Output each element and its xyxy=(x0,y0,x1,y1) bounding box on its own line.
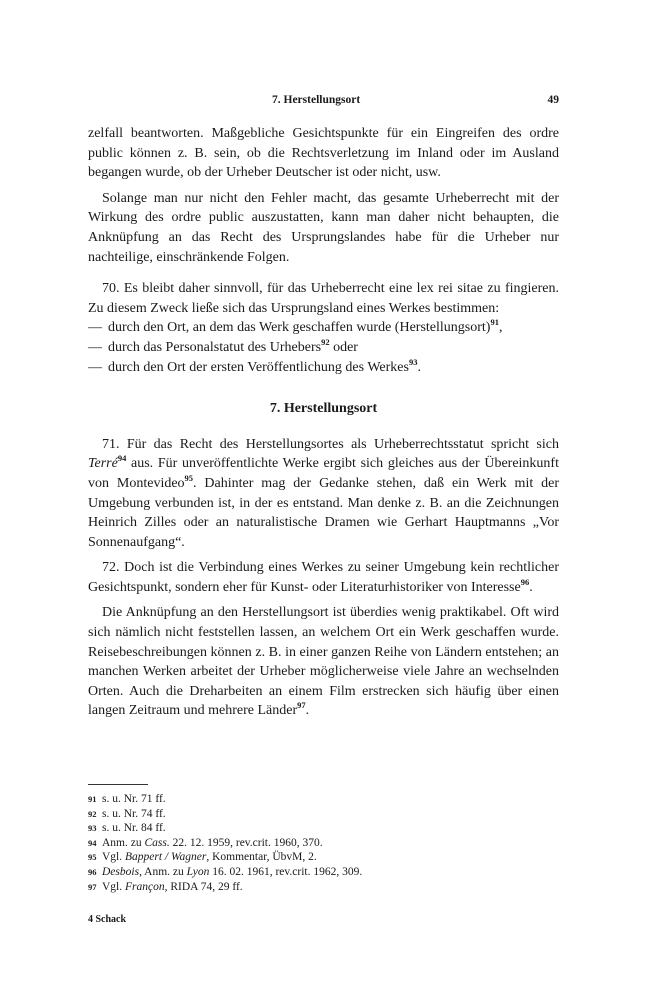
footnote-ref: 95 xyxy=(184,472,194,483)
footnote-ref: 97 xyxy=(297,700,306,711)
paragraph-72: 72. Doch ist die Verbindung eines Werkes zu seiner Umgebung kein rechtlicher Gesichtspunkt, sondern eher für Kunst- oder Literaturhistoriker von Interesse$^{96}$. xyxy=(88,560,559,595)
footnote-text: Vgl. Bappert / Wagner, Kommentar, ÜbvM, 2. xyxy=(102,851,317,864)
main-text xyxy=(88,124,559,721)
footnote xyxy=(88,865,559,880)
list-item: — durch den Ort, an dem das Werk geschaffen wurde (Herstellungsort)$^{91}$, xyxy=(88,318,559,338)
footnote-ref: 93 xyxy=(408,356,418,367)
footnote-text: Vgl. Françon, RIDA 74, 29 ff. xyxy=(102,880,243,893)
footnote-number: 96 xyxy=(88,866,97,877)
footnote-number: 97 xyxy=(88,881,97,892)
paragraph-anknuepfung: Die Anknüpfung an den Herstellungsort ist überdies wenig praktikabel. Oft wird sich nämlich nicht feststellen lassen, an welchem Ort ein Werk geschaffen wurde. Reisebeschreibungen können z. B. in einer ganzen Reihe von Ländern entstehen; an manchen Werken arbeitet der Urheber möglicherweise viele Jahre an wechselnden Orten. Auch die Dreharbeiten an einem Film erstrecken sich häufig über einen langen Zeitraum und mehrere Länder$^{97}$. xyxy=(88,605,559,719)
footnote xyxy=(88,821,559,836)
printer-signature: 4 Schack xyxy=(88,914,127,925)
author-name: Terré xyxy=(88,456,118,472)
footnote-divider xyxy=(88,784,148,785)
list-item: — durch den Ort der ersten Veröffentlichung des Werkes$^{93}$. xyxy=(88,358,559,378)
footnote-ref: 91 xyxy=(490,317,499,328)
footnote xyxy=(88,807,559,822)
footnote-ref: 92 xyxy=(321,336,330,347)
footnote xyxy=(88,850,559,865)
footnote xyxy=(88,880,559,895)
paragraph-continuation: zelfall beantworten. Maßgebliche Gesichtspunkte für ein Eingreifen des ordre public können z. B. sein, ob die Rechtsverletzung im Inland oder im Ausland begangen wurde, ob der Urheber Deutscher ist oder nicht, usw. xyxy=(88,126,559,181)
dash-marker: — xyxy=(88,359,102,375)
footnote-ref: 96 xyxy=(520,576,530,587)
footnote-number: 94 xyxy=(88,837,97,848)
dash-marker: — xyxy=(88,320,102,336)
footnote xyxy=(88,836,559,851)
running-header-title: 7. Herstellungsort xyxy=(272,94,361,106)
book-page xyxy=(88,0,559,985)
page-number: 49 xyxy=(547,94,559,106)
footnote-text: s. u. Nr. 84 ff. xyxy=(102,822,166,835)
paragraph-71: 71. Für das Recht des Herstellungsortes als Urheberrechtsstatut spricht sich Terré$^{94}$ aus. Für unveröffentlichte Werke ergibt sich gleiches aus der Übereinkunft von Montevideo$^{95}$. Dahinter mag der Gedanke stehen, daß ein Werk mit der Umgebung verbunden ist, in der es entstand. Man denke z. B. an die Zeichnungen Heinrich Zilles oder an naturalistische Dramen wie Gerhart Hauptmanns „Vor Sonnenaufgang“. xyxy=(88,436,559,550)
footnote-number: 91 xyxy=(88,794,97,804)
footnote-text: s. u. Nr. 71 ff. xyxy=(102,793,166,805)
list-item-text: durch das Personalstatut des Urhebers xyxy=(108,339,322,355)
footnote-ref: 94 xyxy=(117,453,127,464)
footnote-text: s. u. Nr. 74 ff. xyxy=(102,807,166,820)
footnote-text: Desbois, Anm. zu Lyon 16. 02. 1961, rev.crit. 1962, 309. xyxy=(102,865,363,878)
paragraph-70: 70. Es bleibt daher sinnvoll, für das Urheberrecht eine lex rei sitae zu fingieren. Zu diesem Zweck ließe sich das Ursprungsland eines Werkes bestimmen: xyxy=(88,281,559,316)
list-item: — durch das Personalstatut des Urhebers$^{92}$ oder xyxy=(88,338,559,358)
footnote-text: Anm. zu Cass. 22. 12. 1959, rev.crit. 1960, 370. xyxy=(102,836,323,849)
dash-marker: — xyxy=(88,339,102,355)
footnote xyxy=(88,792,559,807)
footnote-number: 95 xyxy=(88,852,97,863)
paragraph-ordre-public: Solange man nur nicht den Fehler macht, das gesamte Urheberrecht mit der Wirkung des ordre public auszustatten, kann man daher nicht behaupten, die Anknüpfung an das Recht des Ursprungslandes habe für die Urheber nur nachteilige, einschränkende Folgen. xyxy=(88,190,559,265)
footnote-number: 93 xyxy=(88,823,97,834)
list-item-text: durch den Ort der ersten Veröffentlichung des Werkes xyxy=(108,359,409,375)
footnotes xyxy=(88,792,559,894)
list-item-text: durch den Ort, an dem das Werk geschaffen wurde (Herstellungsort) xyxy=(108,320,491,336)
section-heading: 7. Herstellungsort xyxy=(269,401,378,417)
footnote-number: 92 xyxy=(88,808,97,819)
